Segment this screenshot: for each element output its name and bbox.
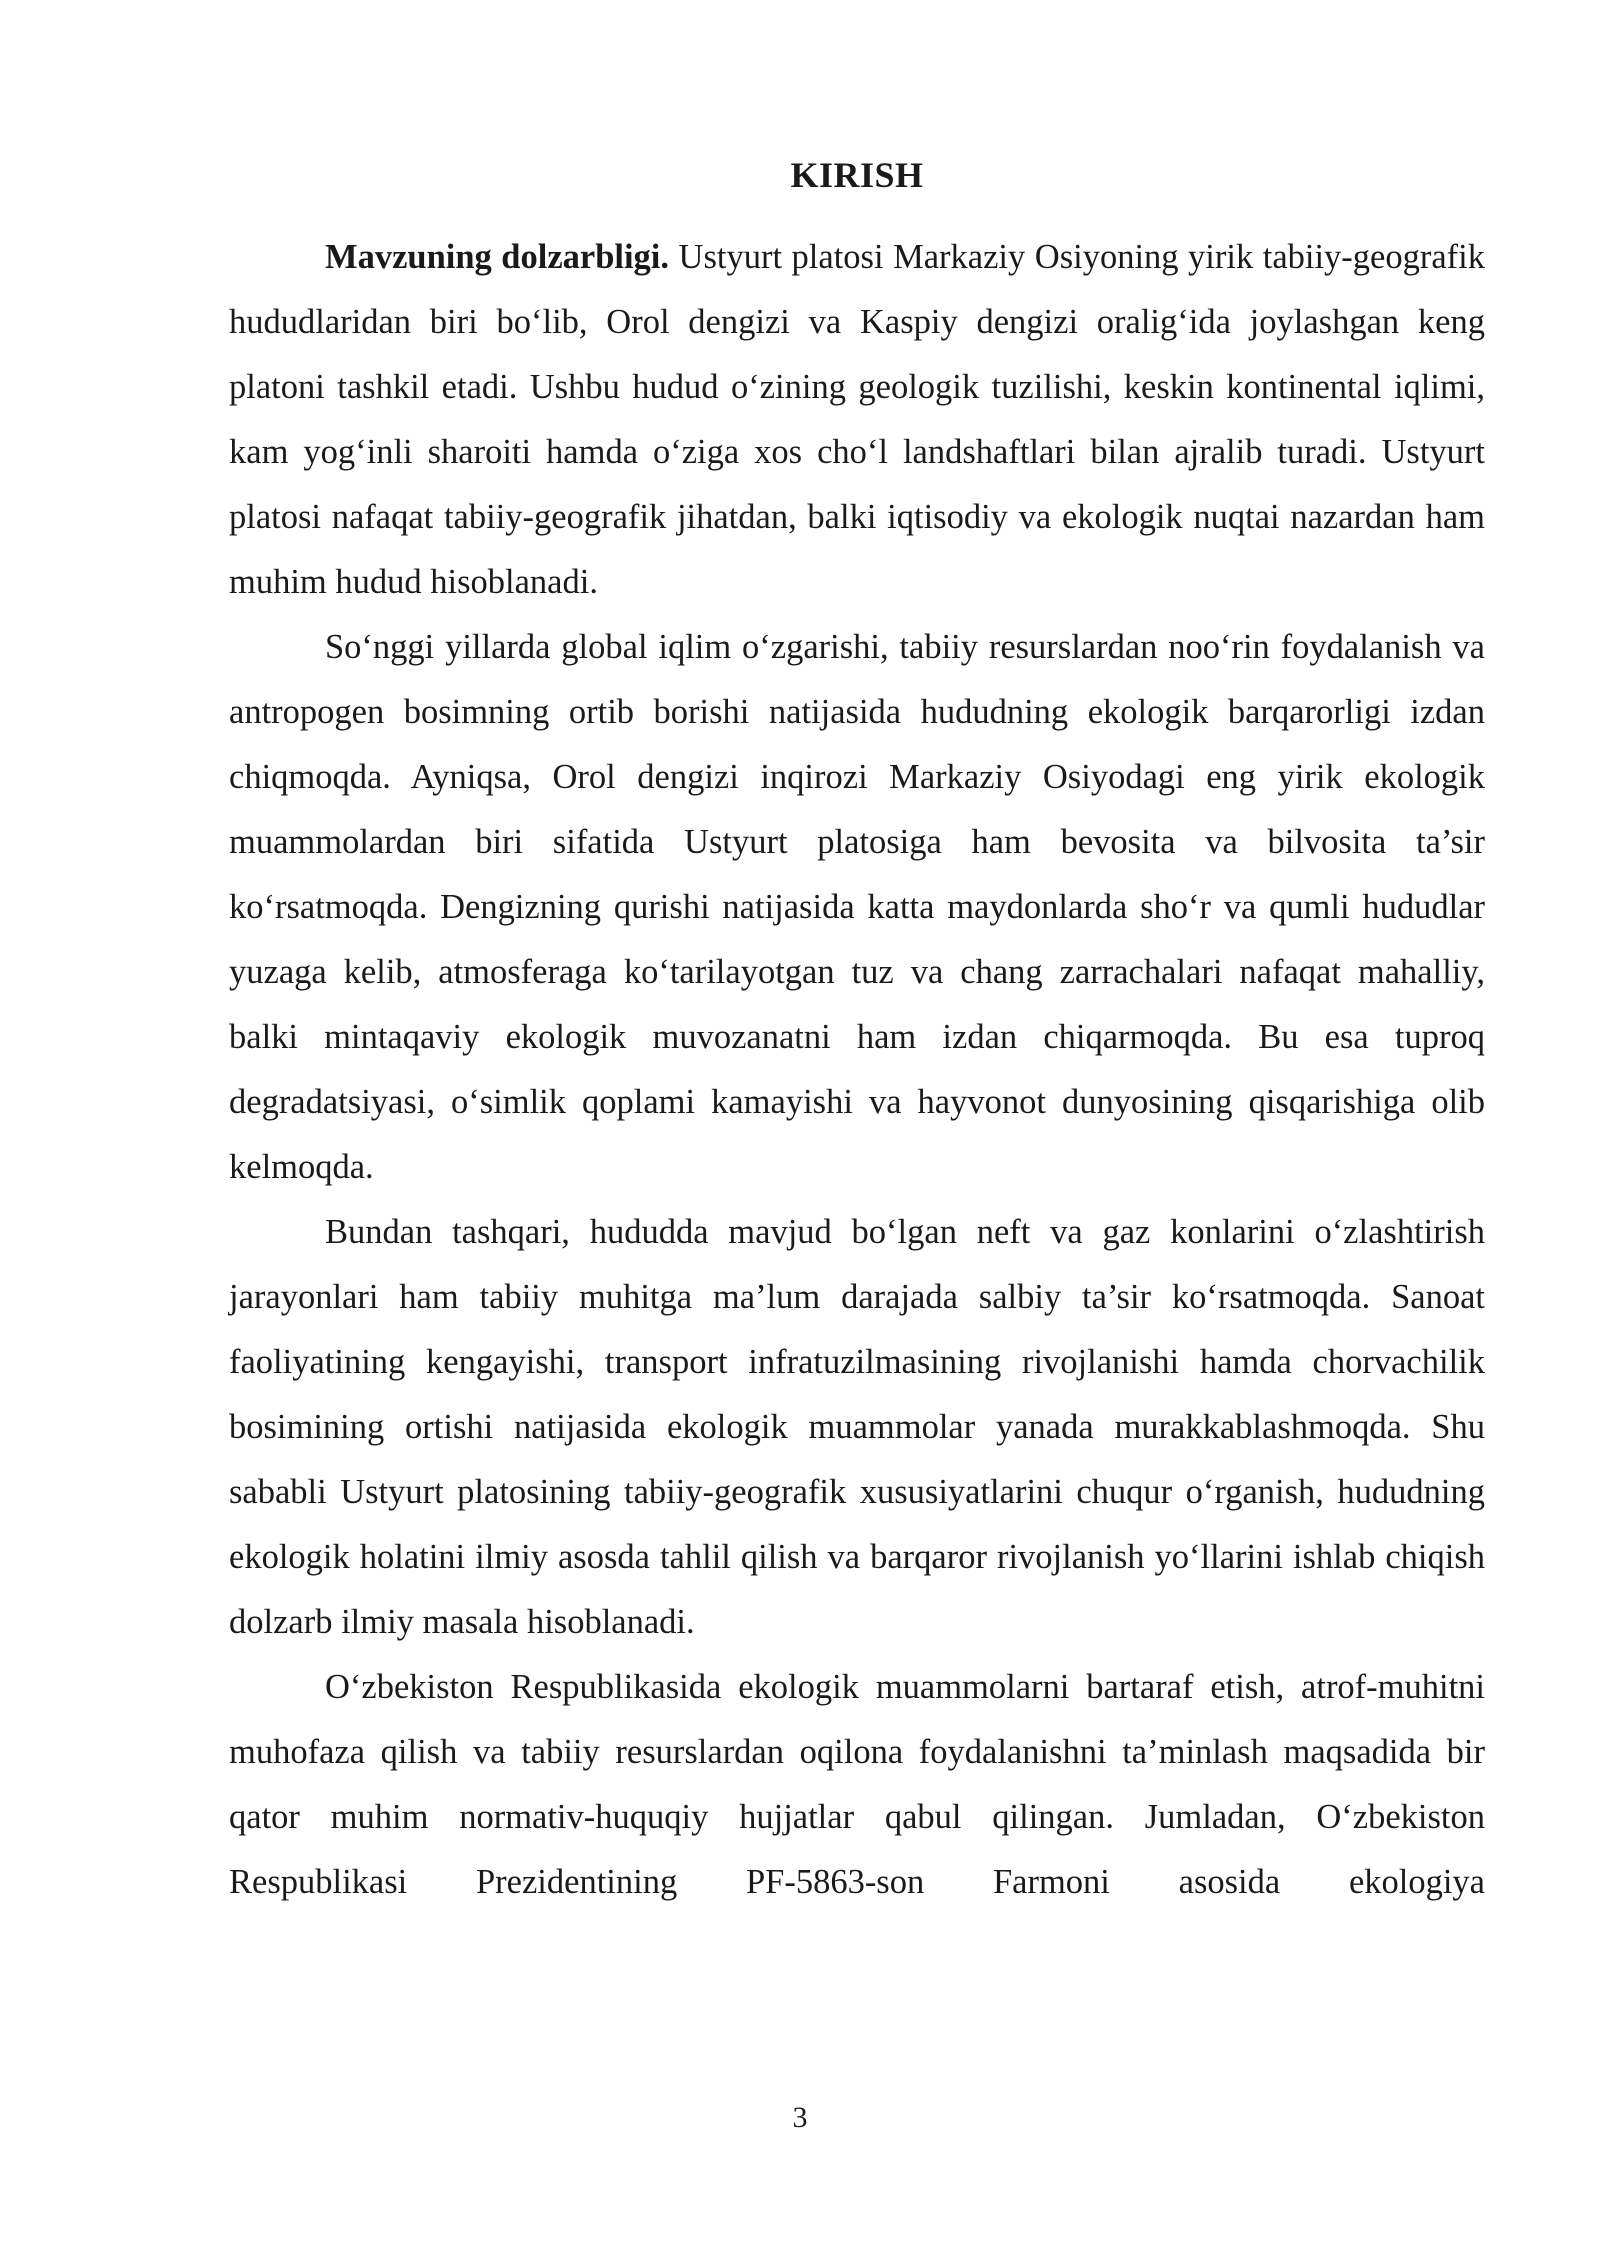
body-text xyxy=(229,225,1485,1915)
paragraph-text: O‘zbekiston Respublikasida ekologik muammolarni bartaraf etish, atrof-muhitni muhofaza qilish va tabiiy resurslardan oqilona foydalanishni ta’minlash maqsadida bir qator muhim normativ-huquqiy hujjatlar qabul qilingan. Jumladan, O‘zbekiston Respublikasi Prezidentining PF-5863-son Farmoni asosida ekologiya xyxy=(229,1668,1485,1901)
paragraph-1 xyxy=(229,225,1485,615)
paragraph-text: So‘nggi yillarda global iqlim o‘zgarishi, tabiiy resurslardan noo‘rin foydalanish va antropogen bosimning ortib borishi natijasida hududning ekologik barqarorligi izdan chiqmoqda. Ayniqsa, Orol dengizi inqirozi Markaziy Osiyodagi eng yirik ekologik muammolardan biri sifatida Ustyurt platosiga ham bevosita va bilvosita ta’sir ko‘rsatmoqda. Dengizning qurishi natijasida katta maydonlarda sho‘r va qumli hududlar yuzaga kelib, atmosferaga ko‘tarilayotgan tuz va chang zarrachalari nafaqat mahalliy, balki mintaqaviy ekologik muvozanatni ham izdan chiqarmoqda. Bu esa tuproq degradatsiyasi, o‘simlik qoplami kamayishi va hayvonot dunyosining qisqarishiga olib kelmoqda. xyxy=(229,628,1485,1186)
paragraph-lead: Mavzuning dolzarbligi. xyxy=(325,238,670,276)
paragraph-text: Ustyurt platosi Markaziy Osiyoning yirik tabiiy-geografik hududlaridan biri bo‘lib, Orol dengizi va Kaspiy dengizi oralig‘ida joylashgan keng platoni tashkil etadi. Ushbu hudud o‘zining geologik tuzilishi, keskin kontinental iqlimi, kam yog‘inli sharoiti hamda o‘ziga xos cho‘l landshaftlari bilan ajralib turadi. Ustyurt platosi nafaqat tabiiy-geografik jihatdan, balki iqtisodiy va ekologik nuqtai nazardan ham muhim hudud hisoblanadi. xyxy=(229,238,1485,601)
paragraph-4 xyxy=(229,1655,1485,1915)
paragraph-2 xyxy=(229,615,1485,1200)
section-title: KIRISH xyxy=(790,155,924,195)
paragraph-3 xyxy=(229,1200,1485,1655)
paragraph-text: Bundan tashqari, hududda mavjud bo‘lgan neft va gaz konlarini o‘zlashtirish jarayonlari ham tabiiy muhitga ma’lum darajada salbiy ta’sir ko‘rsatmoqda. Sanoat faoliyatining kengayishi, transport infratuzilmasining rivojlanishi hamda chorvachilik bosimining ortishi natijasida ekologik muammolar yanada murakkablashmoqda. Shu sababli Ustyurt platosining tabiiy-geografik xususiyatlarini chuqur o‘rganish, hududning ekologik holatini ilmiy asosda tahlil qilish va barqaror rivojlanish yo‘llarini ishlab chiqish dolzarb ilmiy masala hisoblanadi. xyxy=(229,1213,1485,1641)
page-number: 3 xyxy=(792,2101,808,2134)
